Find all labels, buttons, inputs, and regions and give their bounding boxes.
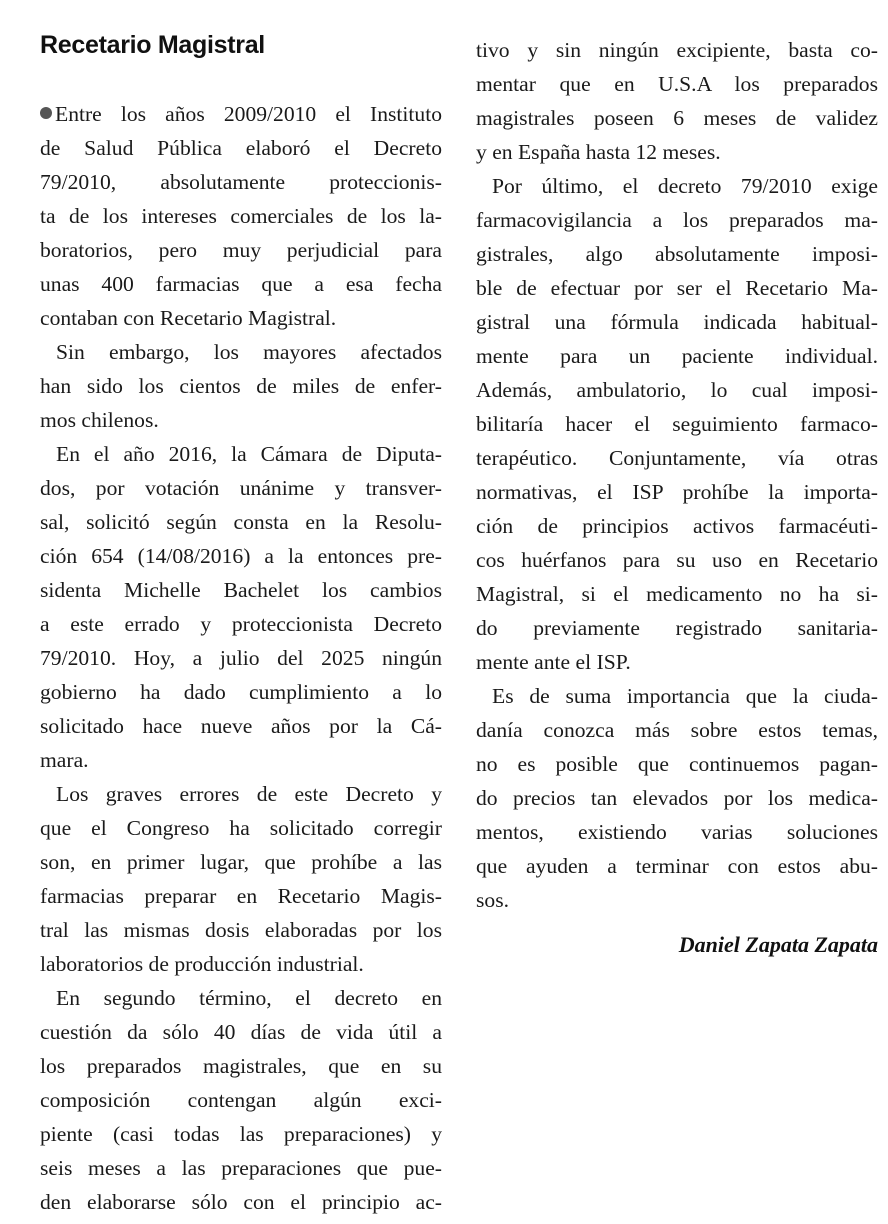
paragraph-line: boratorios, pero muy perjudicial para	[40, 238, 442, 262]
paragraph-line: son, en primer lugar, que prohíbe a las	[40, 850, 442, 874]
paragraph-line: unas 400 farmacias que a esa fecha	[40, 272, 442, 296]
paragraph-line: 79/2010. Hoy, a julio del 2025 ningún	[40, 646, 442, 670]
paragraph-line: terapéutico. Conjuntamente, vía otras	[476, 446, 878, 470]
paragraph-line: Por último, el decreto 79/2010 exige	[492, 174, 878, 198]
paragraph-line: de Salud Pública elaboró el Decreto	[40, 136, 442, 160]
paragraph-line: do previamente registrado sanitaria-	[476, 616, 878, 640]
paragraph-line: sidenta Michelle Bachelet los cambios	[40, 578, 442, 602]
paragraph-line: y en España hasta 12 meses.	[476, 140, 721, 164]
paragraph-line: ción de principios activos farmacéuti-	[476, 514, 878, 538]
paragraph-line: seis meses a las preparaciones que pue-	[40, 1156, 442, 1180]
paragraph-line: gistrales, algo absolutamente imposi-	[476, 242, 878, 266]
paragraph-line: mente ante el ISP.	[476, 650, 631, 674]
paragraph-line: do precios tan elevados por los medica-	[476, 786, 878, 810]
paragraph-line: farmacovigilancia a los preparados ma-	[476, 208, 878, 232]
paragraph-line: tivo y sin ningún excipiente, basta co-	[476, 38, 878, 62]
paragraph-line: Sin embargo, los mayores afectados	[56, 340, 442, 364]
paragraph-line: piente (casi todas las preparaciones) y	[40, 1122, 442, 1146]
paragraph-line: cos huérfanos para su uso en Recetario	[476, 548, 878, 572]
paragraph-line: tral las mismas dosis elaboradas por los	[40, 918, 442, 942]
paragraph-line: sos.	[476, 888, 510, 912]
paragraph-line: cuestión da sólo 40 días de vida útil a	[40, 1020, 442, 1044]
author-signature: Daniel Zapata Zapata	[678, 932, 878, 957]
paragraph-line: En segundo término, el decreto en	[56, 986, 442, 1010]
paragraph-line: gobierno ha dado cumplimiento a lo	[40, 680, 442, 704]
paragraph-line: ción 654 (14/08/2016) a la entonces pre-	[40, 544, 442, 568]
paragraph-line: Magistral, si el medicamento no ha si-	[476, 582, 878, 606]
paragraph-line: normativas, el ISP prohíbe la importa-	[476, 480, 878, 504]
paragraph-line: Además, ambulatorio, lo cual imposi-	[476, 378, 878, 402]
paragraph-line: a este errado y proteccionista Decreto	[40, 612, 442, 636]
paragraph-line: mara.	[40, 748, 89, 772]
paragraph-line: mente para un paciente individual.	[476, 344, 878, 368]
paragraph-line: Es de suma importancia que la ciuda-	[492, 684, 878, 708]
paragraph-line: den elaborarse sólo con el principio ac-	[40, 1190, 442, 1214]
paragraph-line: que el Congreso ha solicitado corregir	[40, 816, 442, 840]
paragraph-line: 79/2010, absolutamente proteccionis-	[40, 170, 442, 194]
paragraph-line: dos, por votación unánime y transver-	[40, 476, 442, 500]
paragraph-line: solicitado hace nueve años por la Cá-	[40, 714, 442, 738]
paragraph-line: composición contengan algún exci-	[40, 1088, 442, 1112]
paragraph-line: sal, solicitó según consta en la Resolu-	[40, 510, 442, 534]
paragraph-line: ble de efectuar por ser el Recetario Ma-	[476, 276, 878, 300]
paragraph-line: ta de los intereses comerciales de los la-	[40, 204, 442, 228]
paragraph-line: farmacias preparar en Recetario Magis-	[40, 884, 442, 908]
paragraph-line: gistral una fórmula indicada habitual-	[476, 310, 878, 334]
paragraph-line: laboratorios de producción industrial.	[40, 952, 364, 976]
article-title: Recetario Magistral	[40, 31, 265, 59]
paragraph-line: han sido los cientos de miles de enfer-	[40, 374, 442, 398]
paragraph-line: danía conozca más sobre estos temas,	[476, 718, 878, 742]
paragraph-line: Entre los años 2009/2010 el Instituto	[40, 97, 442, 131]
paragraph-line: los preparados magistrales, que en su	[40, 1054, 442, 1078]
paragraph-line: contaban con Recetario Magistral.	[40, 306, 337, 330]
paragraph-line: bilitaría hacer el seguimiento farmaco-	[476, 412, 878, 436]
paragraph-line: no es posible que continuemos pagan-	[476, 752, 878, 776]
paragraph-line: mos chilenos.	[40, 408, 159, 432]
paragraph-line: magistrales poseen 6 meses de validez	[476, 106, 878, 130]
paragraph-line: Los graves errores de este Decreto y	[56, 782, 442, 806]
paragraph-line: En el año 2016, la Cámara de Diputa-	[56, 442, 442, 466]
paragraph-line: mentar que en U.S.A los preparados	[476, 72, 878, 96]
paragraph-line: mentos, existiendo varias soluciones	[476, 820, 878, 844]
paragraph-line: que ayuden a terminar con estos abu-	[476, 854, 878, 878]
bullet-icon	[40, 107, 52, 119]
